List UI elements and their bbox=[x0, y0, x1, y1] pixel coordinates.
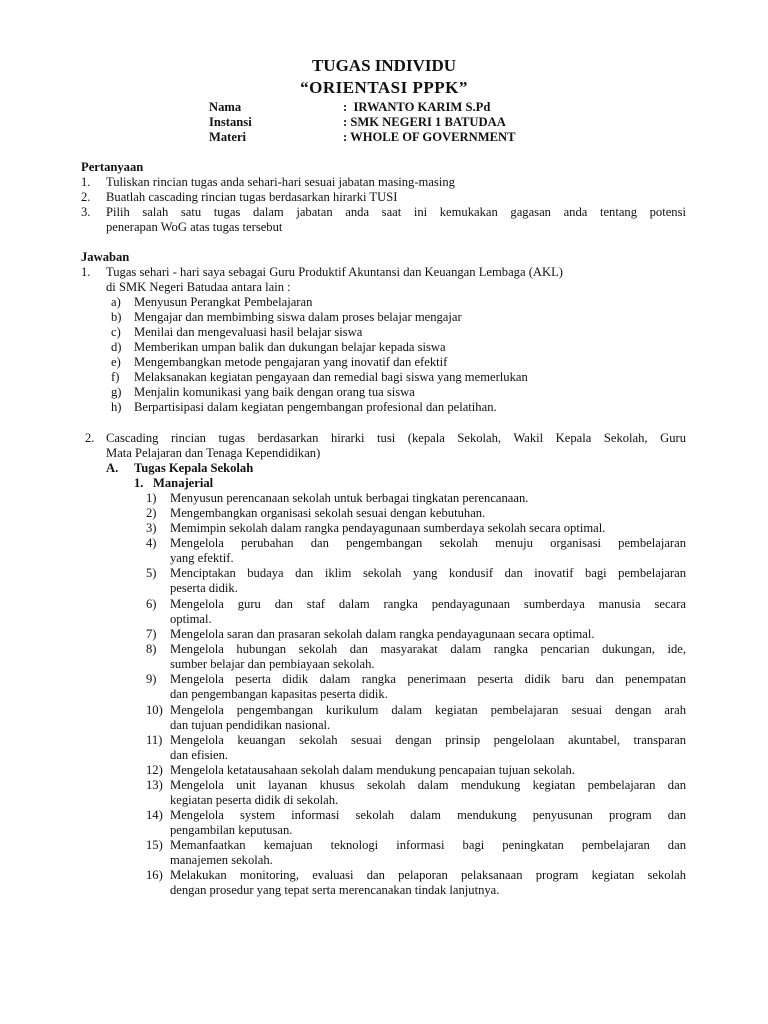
duty-text: Melakukan monitoring, evaluasi dan pelaporan pelaksanaan program kegiatan sekolah bbox=[170, 868, 686, 882]
document-subtitle: “ORIENTASI PPPK” bbox=[300, 78, 468, 97]
duty-number: 12) bbox=[146, 763, 163, 777]
question-number: 2. bbox=[81, 190, 91, 204]
duty-number: 3) bbox=[146, 521, 157, 535]
duty-number: 2) bbox=[146, 506, 157, 520]
duty-text: dengan prosedur yang tepat serta merencanakan tindak lanjutnya. bbox=[170, 883, 500, 897]
identity-block bbox=[209, 100, 515, 145]
duty-text: Mengelola perubahan dan pengembangan sekolah menuju organisasi pembelajaran bbox=[170, 536, 686, 550]
duty-number: 8) bbox=[146, 642, 157, 656]
identity-label: Materi bbox=[209, 130, 247, 144]
duty-number: 7) bbox=[146, 627, 157, 641]
list-item-text: Melaksanakan kegiatan pengayaan dan remedial bagi siswa yang memerlukan bbox=[134, 370, 528, 384]
question-text: penerapan WoG atas tugas tersebut bbox=[106, 220, 283, 234]
duty-text: pengambilan keputusan. bbox=[170, 823, 293, 837]
identity-row-materi bbox=[209, 130, 515, 145]
subsubsection-title: Manajerial bbox=[153, 476, 214, 490]
duty-text: sumber belajar dan pembiayaan sekolah. bbox=[170, 657, 375, 671]
list-item-letter: g) bbox=[111, 385, 122, 399]
questions-heading: Pertanyaan bbox=[81, 160, 144, 174]
answer-text: Tugas sehari - hari saya sebagai Guru Produktif Akuntansi dan Keuangan Lembaga (AKL) bbox=[106, 265, 563, 279]
duty-text: Mengelola pengembangan kurikulum dalam kegiatan pembelajaran sesuai dengan arah bbox=[170, 703, 686, 717]
answers-heading: Jawaban bbox=[81, 250, 130, 264]
duty-text: Mengelola guru dan staf dalam rangka pendayagunaan sumberdaya manusia secara bbox=[170, 597, 686, 611]
duty-number: 6) bbox=[146, 597, 157, 611]
duty-text: yang efektif. bbox=[170, 551, 234, 565]
duty-number: 15) bbox=[146, 838, 163, 852]
answer-text: di SMK Negeri Batudaa antara lain : bbox=[106, 280, 291, 294]
identity-label: Nama bbox=[209, 100, 242, 114]
identity-label: Instansi bbox=[209, 115, 252, 129]
duty-text: Menciptakan budaya dan iklim sekolah yang kondusif dan inovatif bagi pembelajaran bbox=[170, 566, 686, 580]
duty-text: Memimpin sekolah dalam rangka pendayagunaan sumberdaya sekolah secara optimal. bbox=[170, 521, 606, 535]
duty-text: Memanfaatkan kemajuan teknologi informasi bagi peningkatan pembelajaran dan bbox=[170, 838, 686, 852]
duty-text: dan pengembangan kapasitas peserta didik. bbox=[170, 687, 388, 701]
identity-row-instansi bbox=[209, 115, 515, 130]
answer-number: 1. bbox=[81, 265, 91, 279]
answer-text: Cascading rincian tugas berdasarkan hirarki tusi (kepala Sekolah, Wakil Kepala Sekolah, Guru bbox=[106, 431, 686, 445]
list-item-text: Menjalin komunikasi yang baik dengan orang tua siswa bbox=[134, 385, 415, 399]
list-item-text: Menilai dan mengevaluasi hasil belajar siswa bbox=[134, 325, 363, 339]
duty-text: optimal. bbox=[170, 612, 212, 626]
duty-text: Mengelola hubungan sekolah dan masyarakat dalam rangka pencarian dukungan, ide, bbox=[170, 642, 686, 656]
question-text: Tuliskan rincian tugas anda sehari-hari sesuai jabatan masing-masing bbox=[106, 175, 455, 189]
document-title: TUGAS INDIVIDU bbox=[311, 56, 457, 75]
list-item-text: Menyusun Perangkat Pembelajaran bbox=[134, 295, 313, 309]
list-item-text: Mengembangkan metode pengajaran yang inovatif dan efektif bbox=[134, 355, 448, 369]
duty-number: 13) bbox=[146, 778, 163, 792]
duty-text: Mengelola saran dan prasaran sekolah dalam rangka pendayagunaan secara optimal. bbox=[170, 627, 595, 641]
duty-number: 10) bbox=[146, 703, 163, 717]
subsection-letter: A. bbox=[106, 461, 119, 475]
duty-text: Mengelola ketatausahaan sekolah dalam mendukung pencapaian tujuan sekolah. bbox=[170, 763, 575, 777]
duty-text: Mengelola keuangan sekolah sesuai dengan prinsip pengelolaan akuntabel, transparan bbox=[170, 733, 686, 747]
list-item-letter: h) bbox=[111, 400, 122, 414]
duty-text: Mengembangkan organisasi sekolah sesuai dengan kebutuhan. bbox=[170, 506, 486, 520]
subsubsection-number: 1. bbox=[134, 476, 144, 490]
duty-number: 4) bbox=[146, 536, 157, 550]
duty-text: Mengelola peserta didik dalam rangka penerimaan peserta didik baru dan penempatan bbox=[170, 672, 686, 686]
list-item-text: Berpartisipasi dalam kegiatan pengembangan profesional dan pelatihan. bbox=[134, 400, 497, 414]
question-text: Buatlah cascading rincian tugas berdasarkan hirarki TUSI bbox=[106, 190, 398, 204]
list-item-letter: d) bbox=[111, 340, 122, 354]
duty-number: 5) bbox=[146, 566, 157, 580]
duty-number: 14) bbox=[146, 808, 163, 822]
question-text: Pilih salah satu tugas dalam jabatan anda saat ini kemukakan gagasan anda tentang potensi bbox=[106, 205, 686, 219]
duty-text: Menyusun perencanaan sekolah untuk berbagai tingkatan perencanaan. bbox=[170, 491, 529, 505]
duty-number: 9) bbox=[146, 672, 157, 686]
answer-text: Mata Pelajaran dan Tenaga Kependidikan) bbox=[106, 446, 321, 460]
question-number: 1. bbox=[81, 175, 91, 189]
list-item-letter: c) bbox=[111, 325, 121, 339]
duty-text: peserta didik. bbox=[170, 581, 238, 595]
list-item-letter: f) bbox=[111, 370, 120, 384]
subsection-title: Tugas Kepala Sekolah bbox=[134, 461, 254, 475]
list-item-text: Memberikan umpan balik dan dukungan belajar kepada siswa bbox=[134, 340, 446, 354]
duty-text: dan tujuan pendidikan nasional. bbox=[170, 718, 331, 732]
list-item-letter: a) bbox=[111, 295, 121, 309]
identity-value: : IRWANTO KARIM S.Pd bbox=[343, 100, 491, 114]
answer-number: 2. bbox=[85, 431, 95, 445]
duty-text: manajemen sekolah. bbox=[170, 853, 273, 867]
duty-number: 1) bbox=[146, 491, 157, 505]
identity-value: : SMK NEGERI 1 BATUDAA bbox=[343, 115, 506, 129]
duty-text: Mengelola system informasi sekolah dalam mendukung penyusunan program dan bbox=[170, 808, 686, 822]
duty-text: kegiatan peserta didik di sekolah. bbox=[170, 793, 339, 807]
duty-text: dan efisien. bbox=[170, 748, 229, 762]
question-number: 3. bbox=[81, 205, 91, 219]
identity-row-nama bbox=[209, 100, 515, 115]
identity-value: : WHOLE OF GOVERNMENT bbox=[343, 130, 516, 144]
duty-number: 11) bbox=[146, 733, 163, 747]
duty-number: 16) bbox=[146, 868, 163, 882]
list-item-letter: e) bbox=[111, 355, 121, 369]
list-item-letter: b) bbox=[111, 310, 122, 324]
duty-text: Mengelola unit layanan khusus sekolah dalam mendukung kegiatan pembelajaran dan bbox=[170, 778, 686, 792]
list-item-text: Mengajar dan membimbing siswa dalam proses belajar mengajar bbox=[134, 310, 462, 324]
